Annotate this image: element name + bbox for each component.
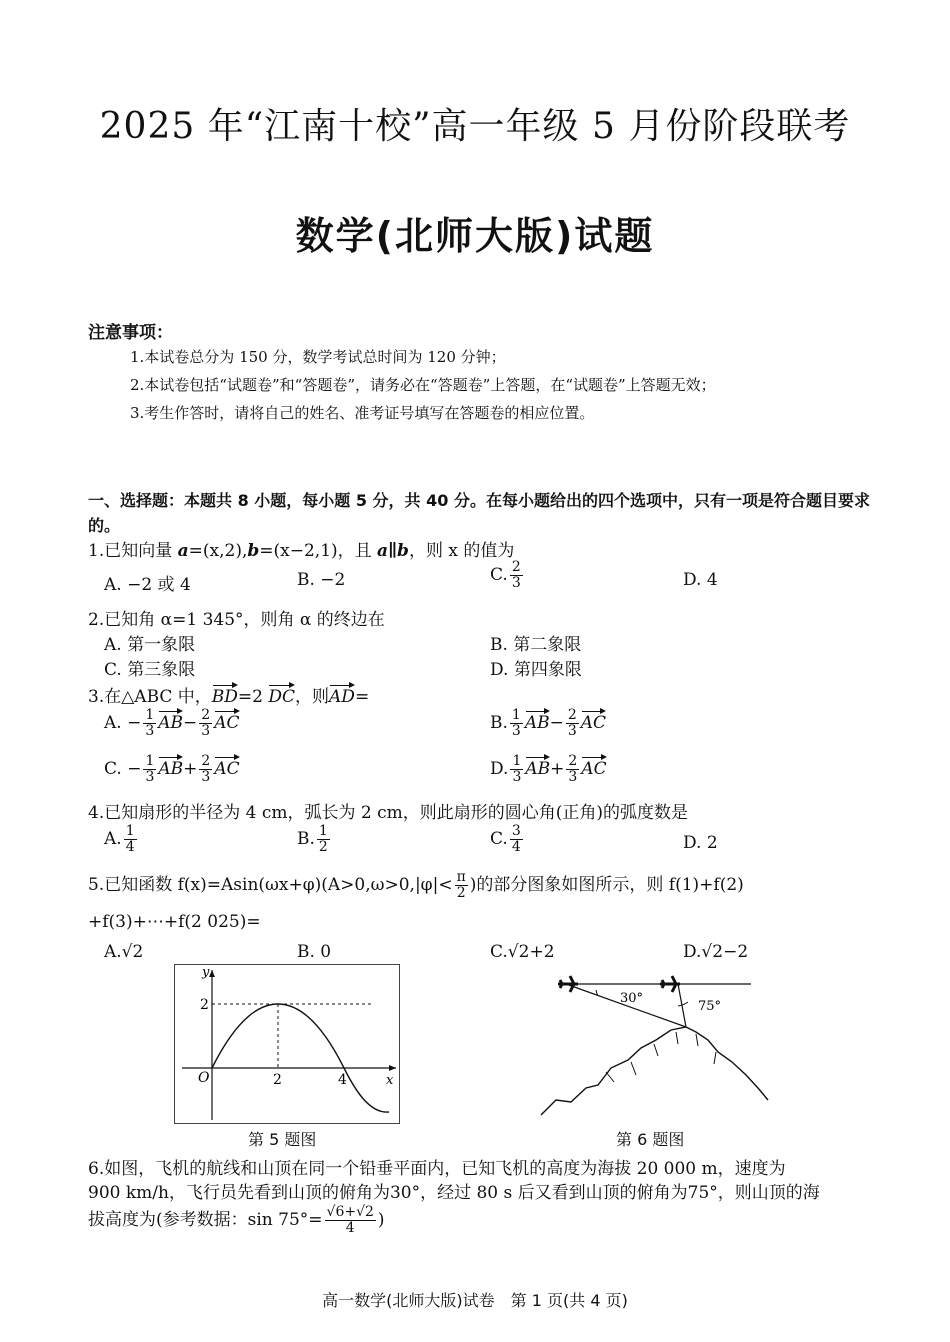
y-axis-label: y: [202, 965, 210, 980]
question-6-line3: 拔高度为(参考数据：sin 75°= $\frac{√6+√2}{4}$ ): [88, 1204, 385, 1236]
q3-option-c: C. − $\frac{1}{3}$ AB+ $\frac{2}{3}$ AC: [104, 753, 240, 785]
x-tick-2: 2: [273, 1072, 282, 1088]
q3-option-a: A. − $\frac{1}{3}$ AB− $\frac{2}{3}$ AC: [104, 707, 240, 739]
question-4-stem: 4.已知扇形的半径为 4 cm，弧长为 2 cm，则此扇形的圆心角(正角)的弧度数是: [88, 803, 689, 823]
q4-option-c: C. $\frac{3}{4}$: [490, 823, 521, 855]
sine-curve: [212, 1004, 389, 1112]
exam-title: 2025 年“江南十校”高一年级 5 月份阶段联考: [99, 106, 851, 147]
q1-option-d: D. 4: [683, 570, 718, 590]
question-2-stem: 2.已知角 α=1 345°，则角 α 的终边在: [88, 610, 385, 630]
figure-6-caption: 第 6 题图: [616, 1130, 685, 1149]
angle-75-label: 75°: [698, 999, 722, 1014]
q1-option-a: A. −2 或 4: [104, 575, 191, 595]
figure-6-plane-mountain: [536, 960, 786, 1120]
q4-option-b: B. $\frac{1}{2}$: [297, 823, 328, 855]
q2-option-c: C. 第三象限: [104, 660, 196, 680]
q2-option-b: B. 第二象限: [490, 635, 582, 655]
question-6-line1: 6.如图，飞机的航线和山顶在同一个铅垂平面内，已知飞机的高度为海拔 20 000 m，速度为: [88, 1159, 786, 1179]
angle-30-label: 30°: [620, 991, 644, 1006]
exam-subtitle: 数学(北师大版)试题: [295, 214, 655, 258]
q2-option-d: D. 第四象限: [490, 660, 582, 680]
question-5-stem-line2: +f(3)+⋯+f(2 025)=: [88, 912, 261, 932]
note-item: 2.本试卷包括“试题卷”和“答题卷”，请务必在“答题卷”上答题，在“试题卷”上答题无效；: [130, 376, 716, 394]
airplane-icon: [558, 976, 578, 992]
question-5-stem: 5.已知函数 f(x)=Asin(ωx+φ)(A>0,ω>0,|φ|< $\frac{\pi}{2}$ )的部分图象如图所示，则 f(1)+f(2): [88, 869, 744, 901]
notes-heading: 注意事项：: [88, 323, 173, 343]
q5-option-b: B. 0: [297, 942, 332, 962]
q5-option-c: C.√2+2: [490, 942, 555, 962]
note-item: 3.考生作答时，请将自己的姓名、准考证号填写在答题卷的相应位置。: [130, 404, 595, 422]
origin-label: O: [198, 1070, 210, 1086]
q1-option-c: C. $\frac{2}{3}$: [490, 559, 521, 591]
q4-option-d: D. 2: [683, 833, 718, 853]
q3-option-b: B. $\frac{1}{3}$ AB− $\frac{2}{3}$ AC: [490, 707, 607, 739]
page-footer: 高一数学(北师大版)试卷 第 1 页(共 4 页): [322, 1291, 628, 1310]
y-tick-2: 2: [200, 997, 209, 1013]
section-heading: 一、选择题：本题共 8 小题，每小题 5 分，共 40 分。在每小题给出的四个选项中，只有一项是符合题目要求的。: [88, 491, 870, 535]
mountain-shading: [606, 1032, 716, 1082]
q5-option-a: A.√2: [104, 942, 144, 962]
airplane-icon: [660, 976, 680, 992]
x-tick-4: 4: [338, 1072, 347, 1088]
x-axis-label: x: [386, 1073, 394, 1088]
q4-option-a: A. $\frac{1}{4}$: [104, 823, 135, 855]
q5-option-d: D.√2−2: [683, 942, 749, 962]
q2-option-a: A. 第一象限: [104, 635, 196, 655]
q3-option-d: D. $\frac{1}{3}$ AB+ $\frac{2}{3}$ AC: [490, 753, 607, 785]
question-3-stem: 3.在△ABC 中，BD=2 DC，则AD=: [88, 687, 370, 707]
mountain-outline: [541, 1027, 768, 1115]
question-6-line2: 900 km/h，飞行员先看到山顶的俯角为30°，经过 80 s 后又看到山顶的俯角为75°，则山顶的海: [88, 1183, 820, 1203]
q1-option-b: B. −2: [297, 570, 346, 590]
note-item: 1.本试卷总分为 150 分，数学考试总时间为 120 分钟；: [130, 348, 506, 366]
figure-5-caption: 第 5 题图: [248, 1130, 317, 1149]
figure-5-sine-graph: [174, 964, 400, 1124]
question-1-stem: 1.已知向量 a=(x,2),b=(x−2,1)，且 a∥b，则 x 的值为: [88, 541, 515, 561]
